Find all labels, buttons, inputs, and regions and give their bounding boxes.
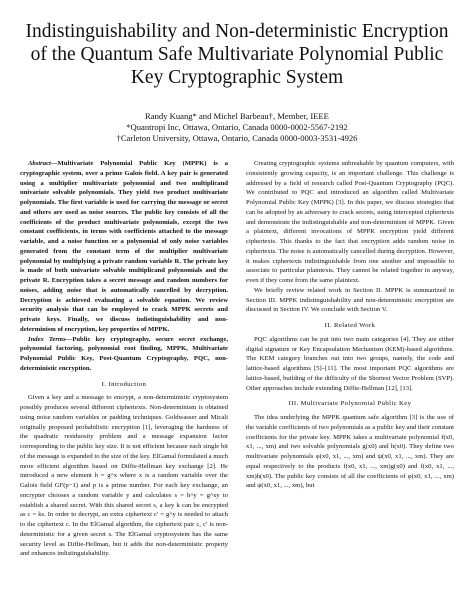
index-terms-lead: Index Terms	[28, 335, 66, 343]
mppk-paragraph: The idea underlying the MPPK quantum safe algorithm [3] is the use of the variable coefficients of two polynomials as a public key and their constant coefficients for the private key. MPPK takes a multivariate polynomial f(x0, x1, ..., xm) and two solvable polynomials g(x0) and h(x0). They define two multivariate polynomials φ(x0, x1, ..., xm) and ψ(x0, x1, ..., xm). They are equal respectively to the products f(x0, x1, ..., xm)g(x0) and f(x0, x1, ..., xm)h(x0). The public key consists of all the coefficients of φ(x0, x1, ..., xm) and ψ(x0, x1, ..., xm), but	[246, 414, 454, 490]
outline-paragraph: We briefly review related work in Section II. MPPK is summarized in Section III. MPPK indistinguishability and non-deterministic encryption are discussed in Section IV. We conclude with Section V.	[246, 286, 454, 314]
index-terms-text: —Public key cryptography, secure secret exchange, polynomial factoring, polynomial root finding, MPPK, Multivariate Polynomial Public Key, Post-Quantum Cryptography, PQC, non-deterministic encryption.	[20, 335, 228, 372]
section-heading-introduction: I. Introduction	[101, 380, 147, 388]
intro-paragraph-2: Creating cryptographic systems unbreakable by quantum computers, with consistently growing capacity, is an important challenge. This challenge is addressed by a field of research called Post-Quantum Cryptography (PQC). We contributed to PQC and introduced an algorithm called Multivariate Polynomial Public Key (MPPK) [3]. In this paper, we discuss strategies that can be adopted by an adversary to crack secrets, using intercepted ciphertexts and demonstrate the indistinguishable and non-determinism of MPPK. Given a plaintext, different invocations of MPPK encryption yield different ciphertexts. This thanks to the fact that encryption adds random noise in ciphertexts. The noise is automatically cancelled during decryption. However, it makes ciphertexts indistinguishable from one another and impossible to associate to particular plaintexts. They cannot be related together in anyway, even if they come from the same plaintext.	[246, 160, 454, 284]
author-names: Randy Kuang* and Michel Barbeau†, Member, IEEE	[145, 111, 329, 121]
abstract-lead: Abstract—	[28, 160, 58, 167]
section-heading-mppk: III. Multivariate Polynomial Public Key	[288, 400, 412, 408]
related-work-paragraph: PQC algorithms can be put into two main categories [4]. They are either digital signature or Key Encapsulation Mechanism (KEM)-based algorithms. The KEM category branches out into two groups, namely, the code and lattice-based algorithms [5]–[11]. The most important PQC algorithms are lattice-based, building of the difficulty of the Shortest Vector Problem (SVP). Other approaches include extending Diffie-Hellman [12], [13].	[246, 335, 454, 392]
author-block	[20, 111, 454, 144]
left-column	[20, 159, 228, 559]
abstract-text: Multivariate Polynomial Public Key (MPPK) is a cryptographic system, over a prime Galois field. A key pair is generated using a multiplier multivariate polynomial and two multiplicand univariate solvable polynomials. They yield two product multivariate polynomials. The first variable is used for carrying the message or secret and others are used as noise sources. The public key consists of all the coefficients of the product multivariate polynomials, except the two constant coefficients, in terms with coefficients attached to the message variable, and a noise function or a polynomial of only noise variables generated from the constant term of the multiplier multivariate polynomial by multiplying a private random variable R. The private key is made of both univariate solvable multiplicand polynomials and the private R. Encryption takes a secret message and random numbers for noises, adding noise that is automatically cancelled by decryption. Decryption is achieved evaluating a solvable equation. We review security analysis that can be employed to crack MPPK secrets and private keys. Finally, we discuss indistinguishability and non-determinism of encryption, key properties of MPPK.	[20, 160, 228, 333]
paper-title: Indistinguishability and Non-deterministic Encryption of the Quantum Safe Multivariate Polynomial Public Key Cryptographic System	[25, 21, 449, 88]
author-affiliation-1: *Quantropi Inc, Ottawa, Ontario, Canada 0000-0002-5567-2192	[126, 122, 348, 132]
index-terms	[20, 335, 228, 374]
author-affiliation-2: †Carleton University, Ottawa, Ontario, Canada 0000-0003-3531-4926	[116, 133, 358, 143]
intro-paragraph: Given a key and a message to encrypt, a non-deterministic cryptosystem possibly produces several different ciphertexts. Non-determinism is obtained using noise random variables or padding techniques. Goldwasser and Micali originally proposed probabilistic encryption [1], leveraging the hardness of the quadratic residuosity problem and a message expansion factor corresponding to the public key size. It is not efficient because each single bit of the message is expanded to the size of the key. ElGamal formulated a much more efficient algorithm based on Diffie-Hellman key exchange [2]. He introduced a new element h = g^x where x is a random variable over the Galois field GF(p−1) and p is a prime number. For each key exchange, an encrypter chooses a random variable y and calculates s = h^y = g^xy to establish a shared secret. With this shared secret s, a key k can be encrypted as c = ks. In order to decrypt, an extra ciphertext c′ = g^y is needed to attach to the ciphertext c. In the ElGamal algorithm, the ciphertext pair c, c′ is non-deterministic for a given secret s. The ElGamal cryptosystem has the same security level as Diffie-Hellman, but it adds the non-deterministic property and enhances indistinguishability.	[20, 394, 228, 558]
section-heading-related-work: II. Related Work	[324, 322, 376, 329]
abstract	[20, 159, 228, 335]
right-column	[246, 159, 454, 491]
